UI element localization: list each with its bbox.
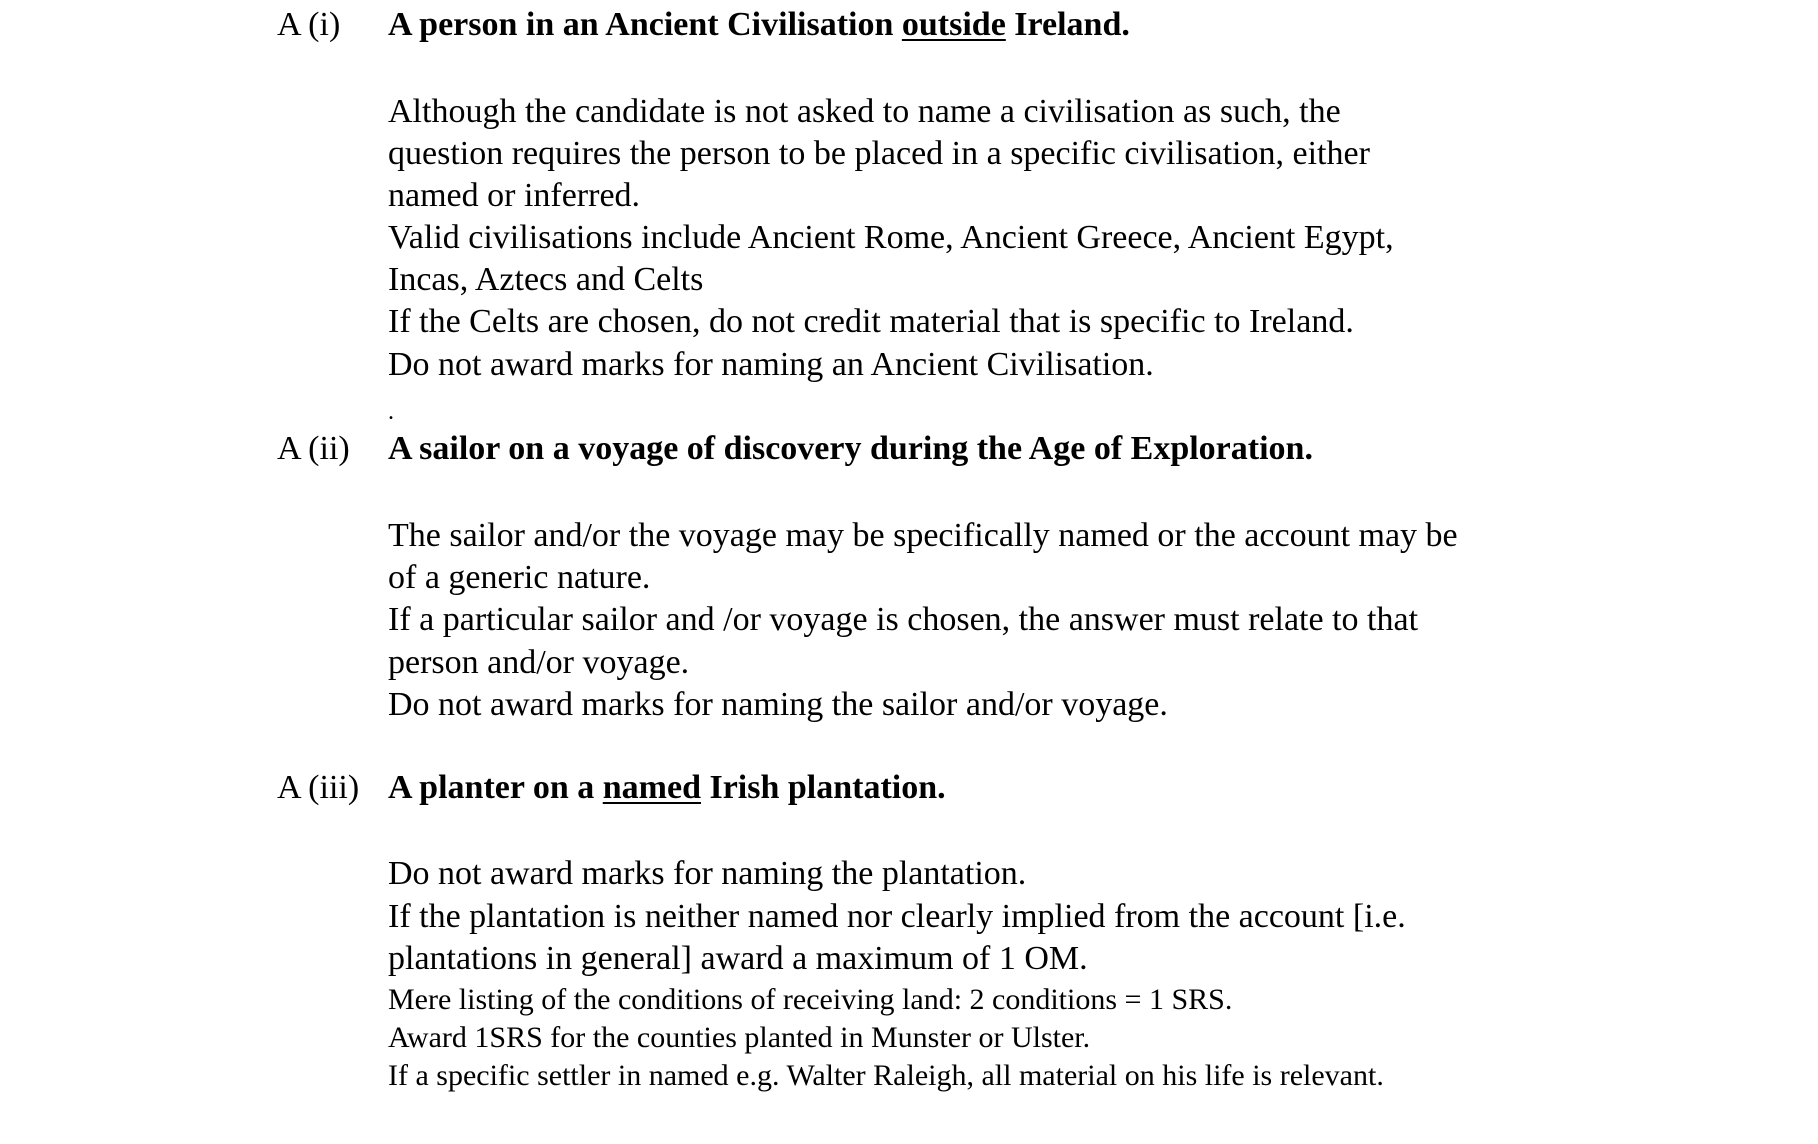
body-line: question requires the person to be placed in a specific civilisation, either	[388, 135, 1370, 172]
section-heading	[388, 4, 1130, 46]
body-line: Although the candidate is not asked to name a civilisation as such, the	[388, 93, 1341, 130]
body-line: Incas, Aztecs and Celts	[388, 261, 704, 298]
section-label: A (i)	[277, 6, 341, 43]
section-label: A (iii)	[277, 769, 360, 806]
stray-period: .	[388, 399, 394, 425]
heading-underlined-text: named	[602, 769, 701, 806]
heading-underlined-text: outside	[901, 6, 1006, 43]
heading-text: A person in an Ancient Civilisation	[388, 6, 902, 43]
body-line: of a generic nature.	[388, 559, 651, 596]
body-line: Valid civilisations include Ancient Rome, Ancient Greece, Ancient Egypt,	[388, 219, 1394, 256]
body-line: Do not award marks for naming the sailor and/or voyage.	[388, 686, 1168, 723]
body-line: Do not award marks for naming an Ancient Civilisation.	[388, 346, 1154, 383]
body-line: Do not award marks for naming the plantation.	[388, 855, 1027, 892]
heading-text: Irish plantation.	[700, 769, 946, 806]
body-line: If the Celts are chosen, do not credit material that is specific to Ireland.	[388, 303, 1354, 340]
body-line: If the plantation is neither named nor clearly implied from the account [i.e.	[388, 898, 1406, 935]
body-line: plantations in general] award a maximum of 1 OM.	[388, 940, 1088, 977]
section-label: A (ii)	[277, 430, 350, 467]
body-line: Award 1SRS for the counties planted in Munster or Ulster.	[388, 1021, 1091, 1054]
section-heading	[388, 767, 946, 809]
body-line: named or inferred.	[388, 177, 641, 214]
body-line: person and/or voyage.	[388, 644, 690, 681]
body-line: If a particular sailor and /or voyage is chosen, the answer must relate to that	[388, 601, 1419, 638]
heading-text: A planter on a	[388, 769, 603, 806]
body-line: Mere listing of the conditions of receiving land: 2 conditions = 1 SRS.	[388, 983, 1233, 1016]
body-line: The sailor and/or the voyage may be specifically named or the account may be	[388, 517, 1458, 554]
body-line: If a specific settler in named e.g. Walter Raleigh, all material on his life is relevant.	[388, 1059, 1384, 1092]
heading-text: Ireland.	[1005, 6, 1130, 43]
section-heading: A sailor on a voyage of discovery during the Age of Exploration.	[388, 430, 1313, 467]
